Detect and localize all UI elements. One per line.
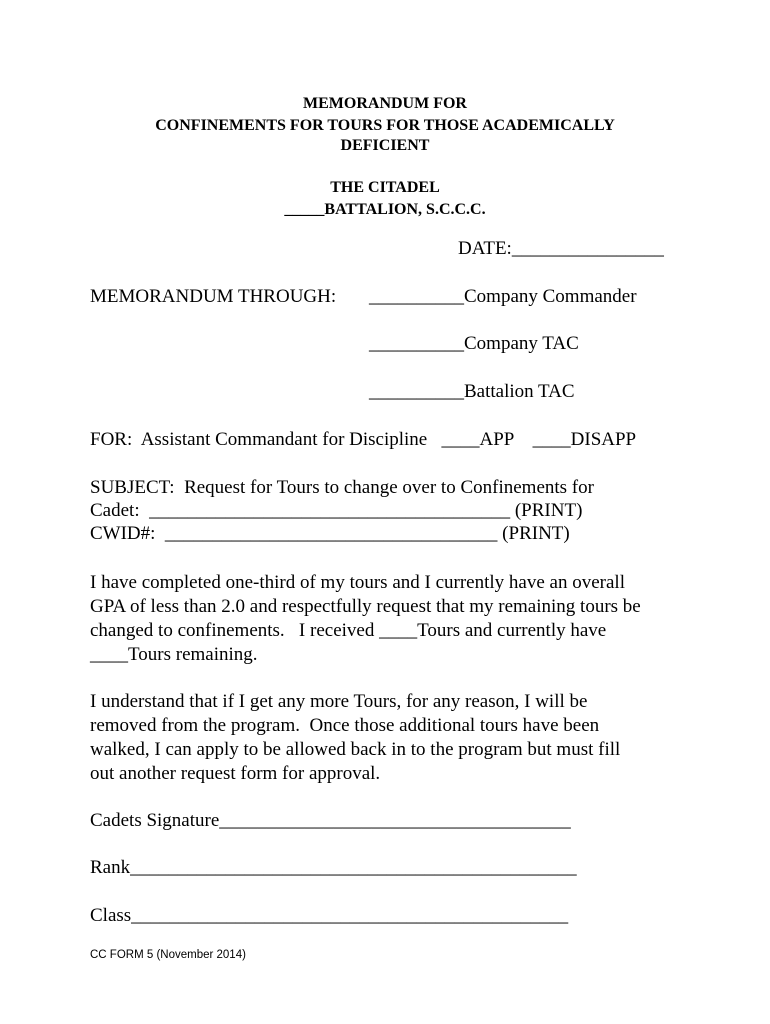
subject-line: SUBJECT: Request for Tours to change over to Confinements for: [90, 477, 594, 498]
date-field: DATE:________________: [458, 238, 664, 259]
cwid-field: CWID#: ___________________________________ (PRINT): [90, 523, 570, 544]
through-company-commander: __________Company Commander: [369, 286, 637, 307]
paragraph-1-line-2: GPA of less than 2.0 and respectfully request that my remaining tours be: [90, 596, 641, 617]
for-line: FOR: Assistant Commandant for Discipline ____APP ____DISAPP: [90, 429, 637, 450]
paragraph-2-line-3: walked, I can apply to be allowed back in to the program but must fill: [90, 739, 621, 760]
heading-line-1: MEMORANDUM FOR: [303, 95, 467, 112]
cadet-signature-field: Cadets Signature_____________________________________: [90, 810, 571, 831]
heading-line-3: DEFICIENT: [340, 137, 430, 154]
form-footer: CC FORM 5 (November 2014): [90, 949, 246, 961]
through-label: MEMORANDUM THROUGH:: [90, 286, 337, 307]
through-company-tac: __________Company TAC: [369, 333, 579, 354]
through-battalion-tac: __________Battalion TAC: [369, 381, 575, 402]
paragraph-1-line-4: ____Tours remaining.: [90, 644, 258, 665]
rank-field: Rank_______________________________________________: [90, 857, 577, 878]
heading-battalion: _____BATTALION, S.C.C.C.: [284, 201, 486, 218]
cadet-name-field: Cadet: ______________________________________ (PRINT): [90, 500, 583, 521]
paragraph-1-line-3: changed to confinements. I received ____Tours and currently have: [90, 620, 607, 641]
paragraph-1-line-1: I have completed one-third of my tours and I currently have an overall: [90, 572, 625, 593]
heading-institution: THE CITADEL: [330, 179, 440, 196]
paragraph-2-line-4: out another request form for approval.: [90, 763, 381, 784]
heading-line-2: CONFINEMENTS FOR TOURS FOR THOSE ACADEMICALLY: [155, 117, 615, 134]
paragraph-2-line-2: removed from the program. Once those additional tours have been: [90, 715, 600, 736]
class-field: Class______________________________________________: [90, 905, 569, 926]
paragraph-2-line-1: I understand that if I get any more Tours, for any reason, I will be: [90, 691, 588, 712]
